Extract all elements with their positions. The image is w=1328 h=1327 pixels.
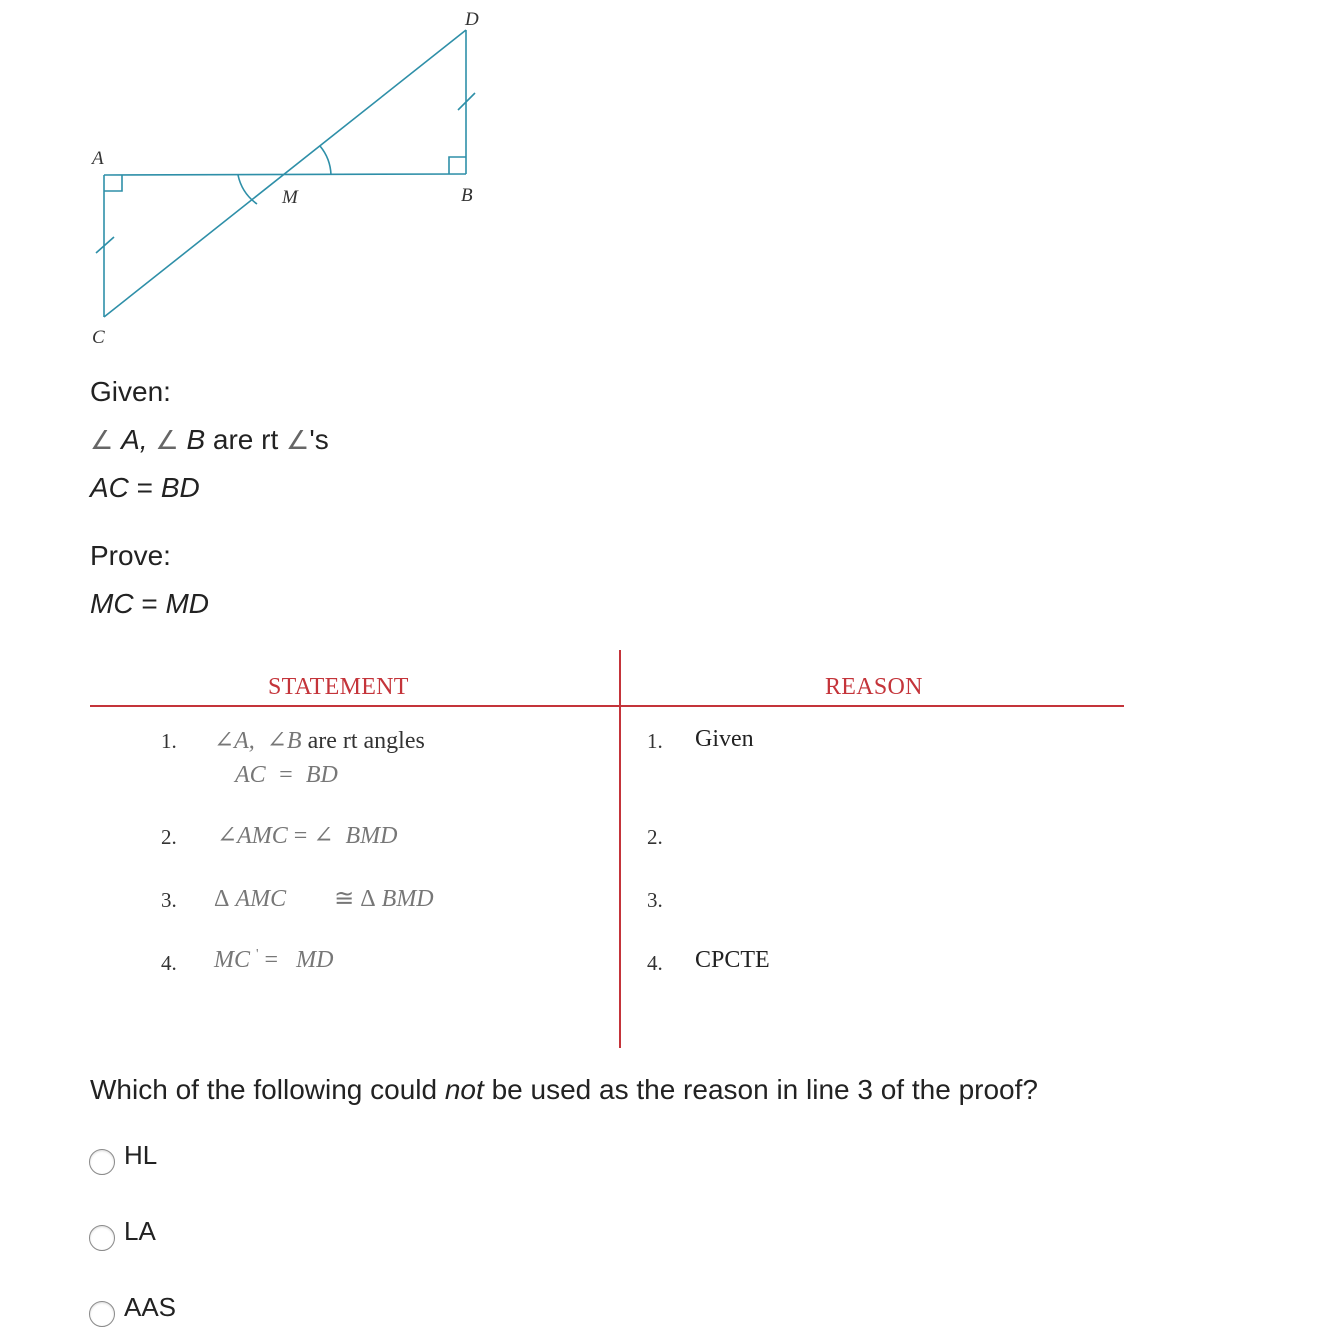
option-label-hl[interactable]: HL	[124, 1140, 158, 1170]
angle-icon: ∠	[214, 728, 235, 754]
right-angle-mark-b	[449, 157, 466, 174]
statement-number: 4.	[161, 951, 177, 975]
prove-heading: Prove:	[90, 540, 171, 571]
point-label-b: B	[461, 185, 473, 206]
reason-number: 3.	[647, 888, 663, 912]
given-angle-b: B	[186, 424, 206, 455]
stmt-angle-b: B	[286, 728, 302, 754]
angle-icon: ∠	[286, 425, 310, 455]
stmt-eq: =	[287, 823, 314, 849]
statement-number: 1.	[161, 729, 177, 753]
statement-row-1-line-2: AC = BD	[235, 762, 338, 788]
prove-eq: =	[133, 588, 166, 619]
stmt-angle-a: A,	[234, 728, 255, 754]
statement-row-3	[214, 884, 434, 913]
given-angle-a: A,	[121, 424, 148, 455]
stmt-text: are rt angles	[301, 728, 425, 754]
stmt-cong: ≅	[334, 886, 355, 912]
stmt-rhs: BMD	[381, 886, 434, 912]
statement-number: 3.	[161, 888, 177, 912]
right-angle-mark-a	[104, 175, 122, 191]
prove-lhs: MC	[90, 588, 134, 619]
prove-rhs: MD	[165, 588, 210, 619]
question-emphasis: not	[444, 1074, 484, 1105]
point-label-a: A	[92, 148, 104, 169]
angle-arc-bmd	[320, 146, 331, 175]
triangle-icon: Δ	[214, 886, 230, 912]
statement-row-4	[214, 947, 333, 974]
statement-row-1	[214, 726, 425, 755]
stmt-rhs: BMD	[345, 823, 398, 849]
prove-line	[90, 588, 209, 620]
angle-icon: ∠	[155, 425, 179, 455]
stmt-tick: '	[256, 947, 259, 962]
statement-row-2	[217, 821, 397, 850]
question-pre: Which of the following could	[90, 1074, 445, 1105]
reason-number: 1.	[647, 729, 663, 753]
option-label-la[interactable]: LA	[124, 1216, 156, 1246]
table-divider-horizontal	[90, 705, 1124, 707]
angle-icon: ∠	[313, 823, 334, 849]
triangle-icon: Δ	[360, 886, 376, 912]
tick-mark-ac	[96, 237, 114, 253]
point-label-d: D	[465, 9, 479, 30]
reason-number: 4.	[647, 951, 663, 975]
radio-button-aas[interactable]	[89, 1301, 115, 1327]
statement-number: 2.	[161, 825, 177, 849]
reason-row-4: CPCTE	[695, 947, 770, 973]
question-text	[90, 1074, 1038, 1106]
option-label-aas[interactable]: AAS	[124, 1292, 177, 1322]
stmt-lhs: AMC	[237, 823, 288, 849]
radio-button-la[interactable]	[89, 1225, 115, 1251]
statement-header: STATEMENT	[268, 674, 409, 700]
radio-button-hl[interactable]	[89, 1149, 115, 1175]
given-segments-line	[90, 472, 200, 504]
reason-header: REASON	[825, 674, 923, 700]
angle-icon: ∠	[90, 425, 114, 455]
given-angles-suffix: 's	[309, 424, 329, 455]
stmt-eq: =	[264, 947, 279, 973]
given-eq: =	[128, 472, 161, 503]
given-angles-text: are rt	[205, 424, 287, 455]
table-divider-vertical	[619, 650, 621, 1048]
given-heading: Given:	[90, 376, 171, 407]
given-rhs: BD	[160, 472, 200, 503]
question-post: be used as the reason in line 3 of the proof?	[483, 1074, 1038, 1105]
stmt-lhs: MC	[214, 947, 250, 973]
angle-icon: ∠	[266, 728, 287, 754]
angle-arc-amc	[238, 175, 257, 204]
stmt-rhs: MD	[296, 947, 334, 973]
point-label-c: C	[92, 327, 105, 348]
given-lhs: AC	[90, 472, 129, 503]
given-angles-line	[90, 424, 329, 456]
stmt-lhs: AMC	[235, 886, 287, 912]
angle-icon: ∠	[217, 823, 238, 849]
point-label-m: M	[282, 187, 298, 208]
reason-number: 2.	[647, 825, 663, 849]
reason-row-1: Given	[695, 726, 754, 752]
triangle-figure	[0, 0, 520, 360]
